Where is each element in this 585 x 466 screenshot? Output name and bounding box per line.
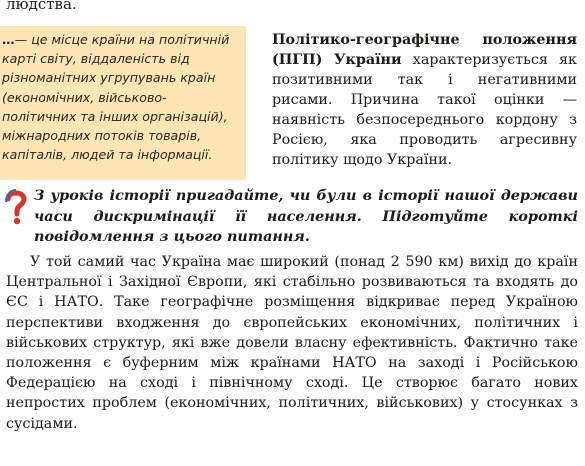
ppg-paragraph: [272, 30, 577, 170]
history-task: [4, 186, 578, 248]
body-paragraph-text: У той самий час Україна має широкий (понад 2 590 км) вихід до країн Центральної і Західної Європи, які стабільно розвиваються та входять до ЄС і НАТО. Таке географічне розміщення відкриває перед Україною перспективи входження до європейських економічних, політичних і військових структур, які вже довели власну ефективність. Фактично таке положення є буферним між країнами НАТО на заході і Російською Федерацією на сході і північному сході. Це створює багато нових непростих проблем (економічних, політичних, військових) у стосунках з сусідами.: [6, 254, 578, 432]
ppg-term: Політико-географічне положення (ПГП) України: [272, 32, 577, 68]
previous-paragraph-ending: людства.: [6, 0, 77, 13]
body-paragraph: [6, 252, 578, 434]
definition-term: …: [2, 32, 15, 47]
definition-text: — це місце країни на політичній карті світу, віддаленість від різноманітних угрупувань країн (економічних, військово-політичних та інших організацій), міжнародних потоків товарів, капіталів, людей та інформації.: [2, 32, 230, 163]
definition-box: [0, 26, 246, 180]
ppg-text: характеризується як позитивними так і негативними рисами. Причина такої оцінки — наявність безпосереднього кордону з Росією, яка проводить агресивну політику щодо України.: [272, 52, 577, 168]
question-mark-icon: [4, 188, 28, 228]
task-text: З уроків історії пригадайте, чи були в історії нашої держави часи дискримінації її населення. Підготуйте короткі повідомлення з цього питання.: [34, 187, 578, 245]
